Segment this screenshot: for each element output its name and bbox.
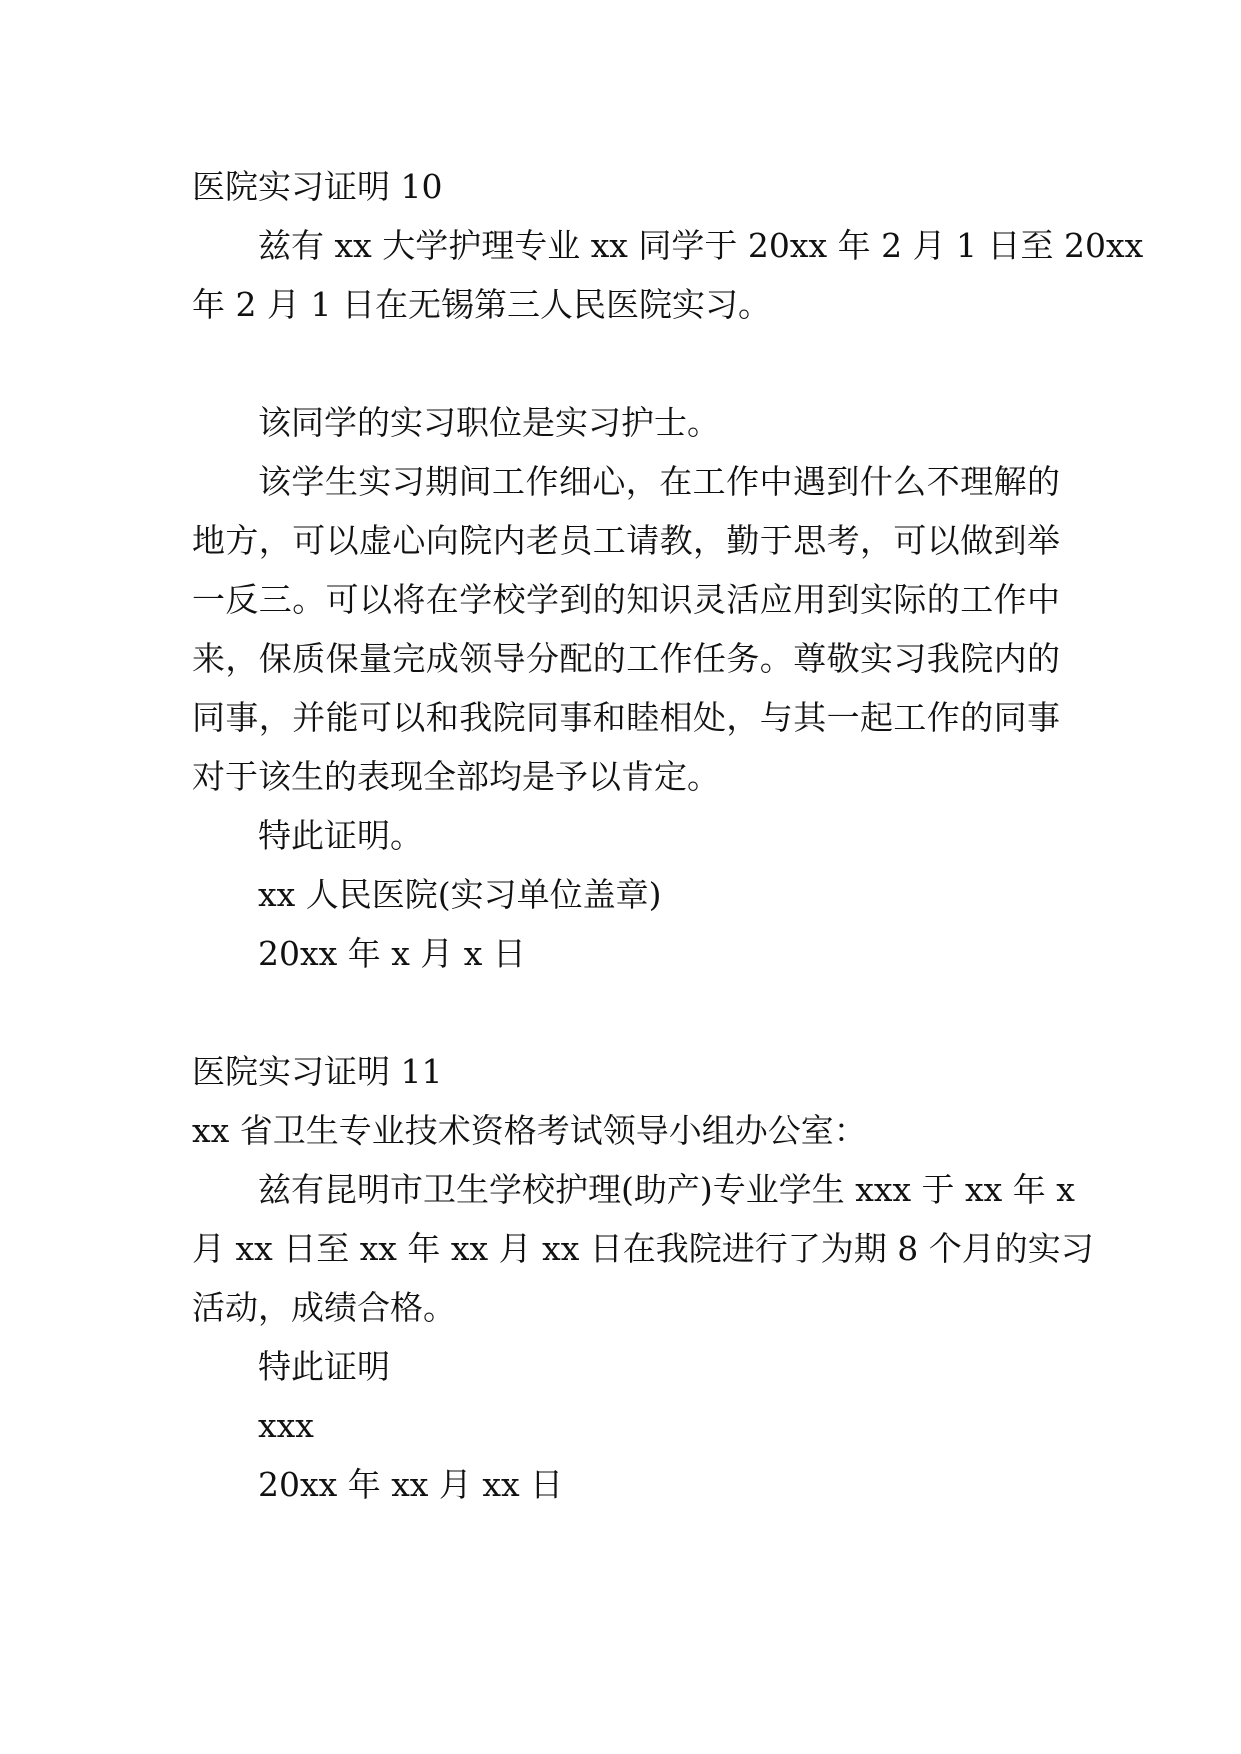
issue-date: 20xx 年 x 月 x 日 bbox=[258, 934, 526, 973]
paragraph bbox=[192, 1160, 1094, 1337]
paragraph bbox=[192, 393, 1060, 452]
addressee: xx 省卫生专业技术资格考试领导小组办公室： bbox=[192, 1111, 867, 1150]
paragraph-line: 年 2 月 1 日在无锡第三人民医院实习。 bbox=[192, 285, 771, 324]
paragraph bbox=[192, 216, 1144, 334]
paragraph-line: 兹有昆明市卫生学校护理(助产)专业学生 xxx 于 xx 年 x bbox=[258, 1170, 1075, 1209]
document-body bbox=[192, 157, 1144, 1514]
certificate-11 bbox=[192, 1042, 1094, 1514]
paragraph-line: 对于该生的表现全部均是予以肯定。 bbox=[192, 757, 720, 796]
issuer-name: xxx bbox=[258, 1406, 314, 1445]
blank-line bbox=[192, 334, 1060, 393]
paragraph bbox=[192, 452, 1060, 806]
paragraph-line: 该学生实习期间工作细心，在工作中遇到什么不理解的 bbox=[258, 462, 1060, 501]
certificate-10 bbox=[192, 157, 1144, 983]
issue-date: 20xx 年 xx 月 xx 日 bbox=[258, 1465, 564, 1504]
paragraph-line: 该同学的实习职位是实习护士。 bbox=[258, 403, 720, 442]
certificate-title: 医院实习证明 11 bbox=[192, 1052, 443, 1091]
paragraph-line: 一反三。可以将在学校学到的知识灵活应用到实际的工作中 bbox=[192, 580, 1060, 619]
paragraph-line: 同事，并能可以和我院同事和睦相处，与其一起工作的同事 bbox=[192, 698, 1060, 737]
paragraph-line: 月 xx 日至 xx 年 xx 月 xx 日在我院进行了为期 8 个月的实习 bbox=[192, 1229, 1094, 1268]
paragraph-line: 地方，可以虚心向院内老员工请教，勤于思考，可以做到举 bbox=[192, 521, 1060, 560]
paragraph-line: 来，保质保量完成领导分配的工作任务。尊敬实习我院内的 bbox=[192, 639, 1060, 678]
closing-statement: 特此证明。 bbox=[258, 816, 423, 855]
closing-statement: 特此证明 bbox=[258, 1347, 390, 1386]
blank-line bbox=[192, 983, 1060, 1042]
paragraph-line: 兹有 xx 大学护理专业 xx 同学于 20xx 年 2 月 1 日至 20xx bbox=[258, 226, 1144, 265]
paragraph-line: 活动，成绩合格。 bbox=[192, 1288, 456, 1327]
certificate-title: 医院实习证明 10 bbox=[192, 167, 443, 206]
issuer-name: xx 人民医院(实习单位盖章) bbox=[258, 875, 662, 914]
